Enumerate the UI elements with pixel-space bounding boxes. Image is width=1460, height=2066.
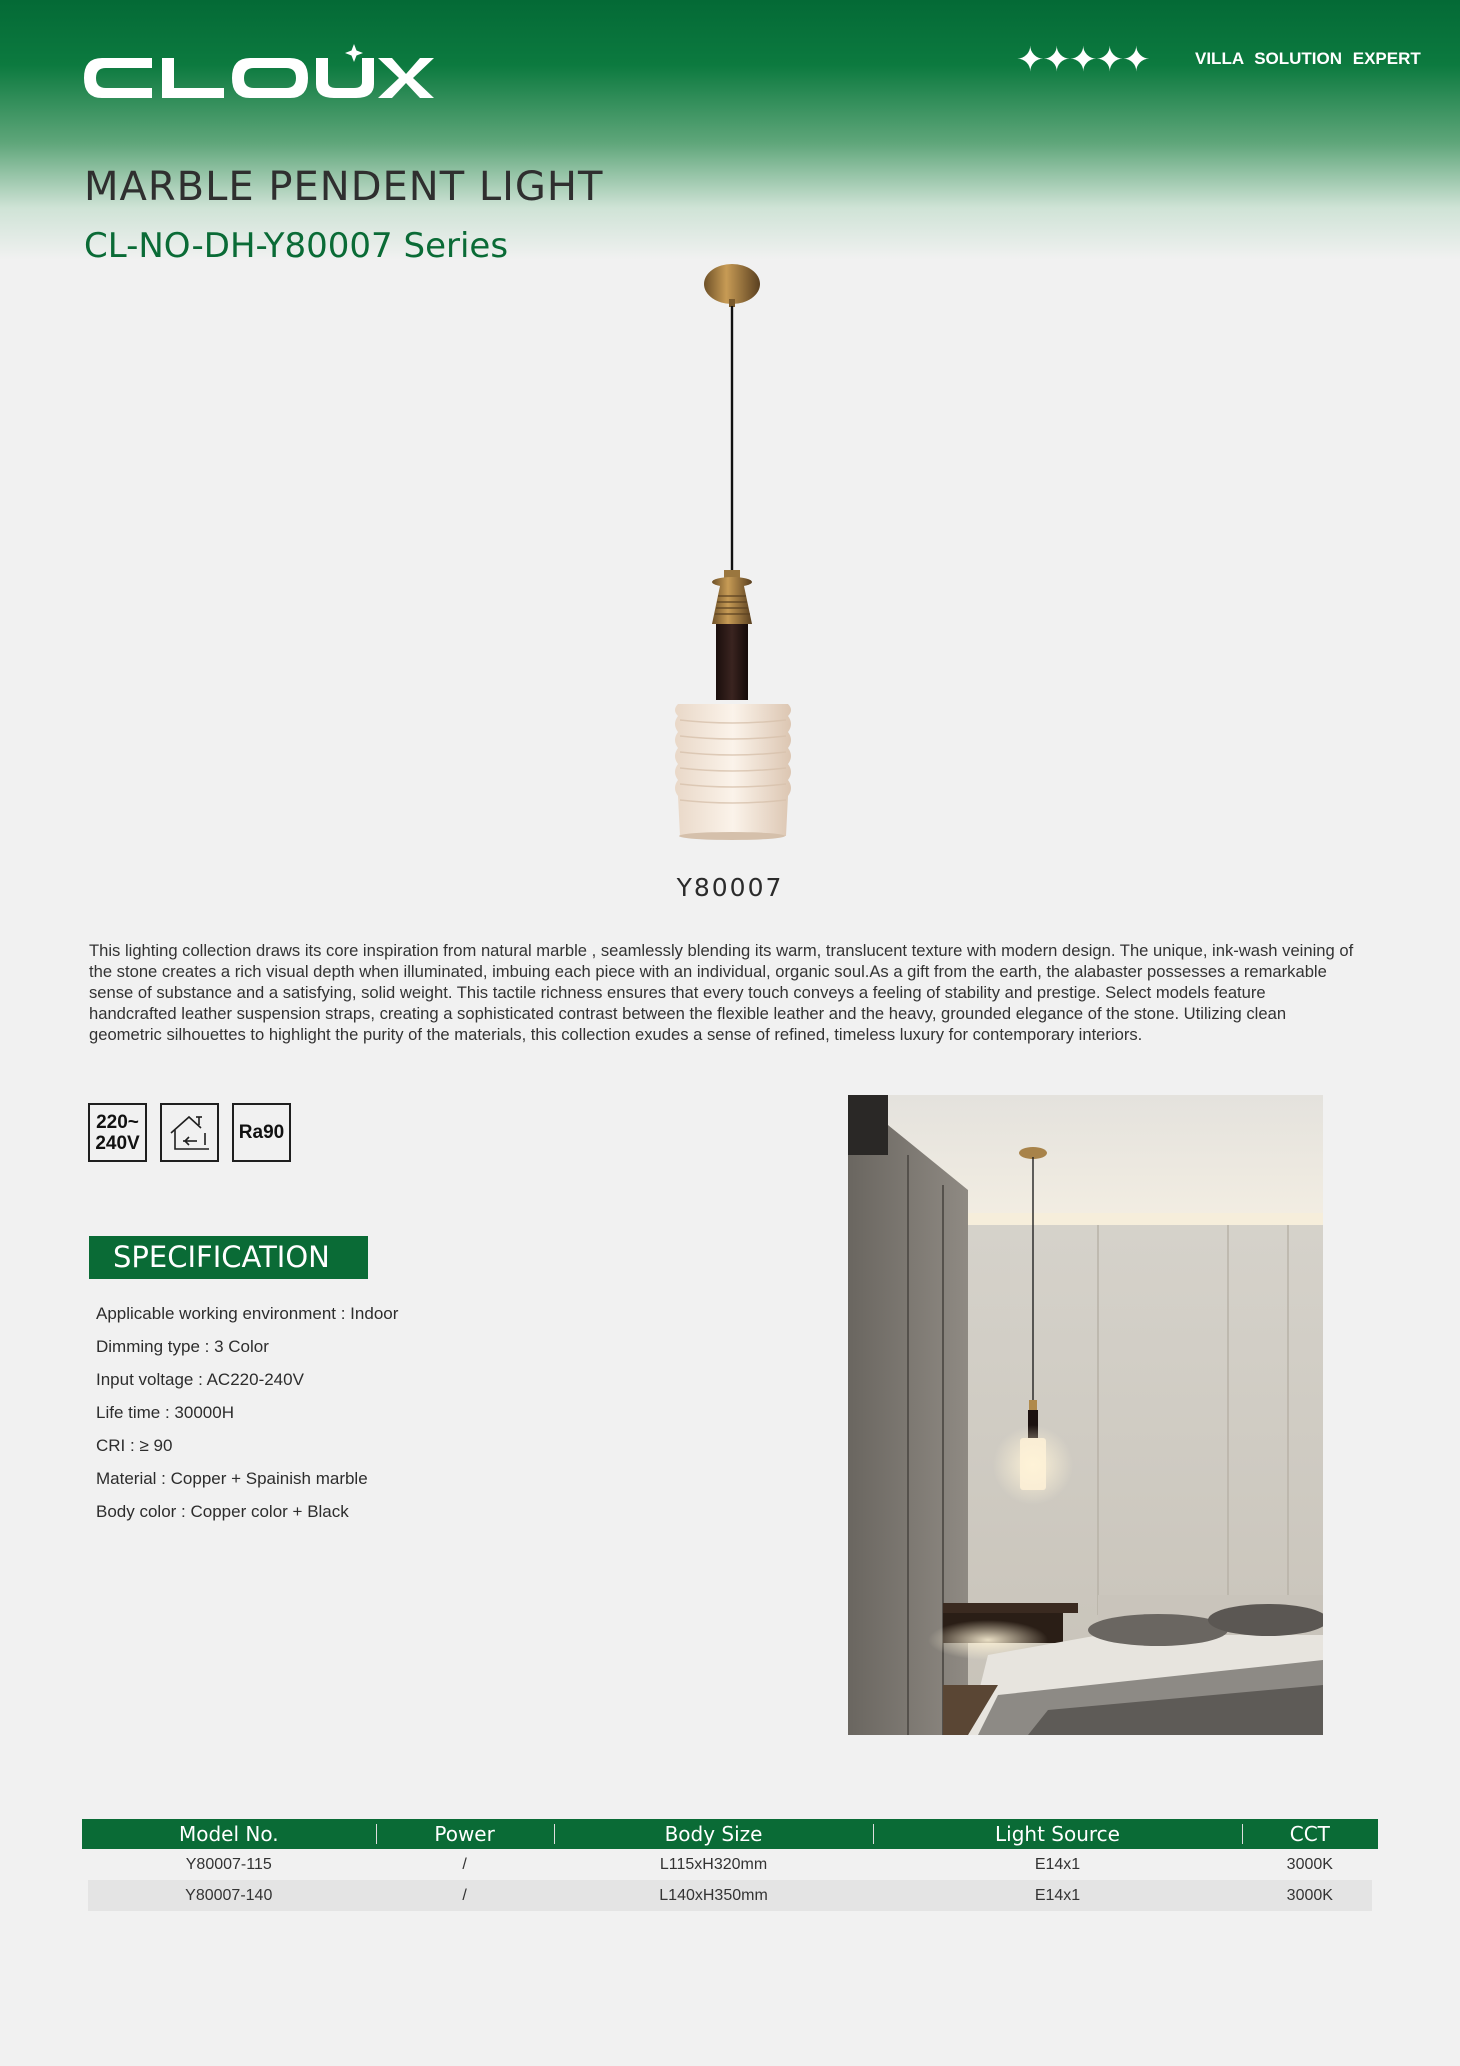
model-table [82, 1819, 1378, 1911]
cell-power: / [376, 1880, 554, 1911]
cell-body-size: L115xH320mm [659, 1855, 768, 1873]
cloux-logo [84, 44, 436, 102]
spec-voltage: Input voltage : AC220-240V [96, 1370, 304, 1389]
header-body-size: Body Size [554, 1819, 874, 1849]
voltage-line-2: 240V [95, 1132, 140, 1154]
voltage-line-1: 220~ [96, 1111, 139, 1133]
spec-material: Material : Copper + Spainish marble [96, 1469, 368, 1488]
bedroom-scene-photo [848, 1095, 1323, 1735]
voltage-badge [88, 1103, 147, 1162]
spec-lifetime: Life time : 30000H [96, 1403, 234, 1422]
product-title: MARBLE PENDENT LIGHT [84, 164, 604, 210]
pendant-light-image [640, 254, 820, 854]
cell-cct: 3000K [1286, 1855, 1333, 1873]
spec-cri: CRI : ≥ 90 [96, 1436, 173, 1455]
header-gradient [0, 0, 1460, 260]
header-cct: CCT [1242, 1819, 1378, 1849]
specification-heading: SPECIFICATION [89, 1236, 368, 1279]
brand-tagline: VILLA SOLUTION EXPERT [1195, 49, 1421, 68]
cell-body-size: L140xH350mm [554, 1880, 874, 1911]
table-row [82, 1849, 1378, 1880]
product-series: CL-NO-DH-Y80007 Series [84, 226, 509, 266]
product-description: This lighting collection draws its core inspiration from natural marble , seamlessly blending its warm, translucent texture with modern design. The unique, ink-wash veining of the stone creates a rich visual depth when illuminated, imbuing each piece with an individual, organic soul.As a gift from the earth, the alabaster possesses a remarkable sense of substance and a satisfying, solid weight. This tactile richness ensures that every touch conveys a feeling of stability and prestige. Select models feature handcrafted leather suspension straps, creating a sophisticated contrast between the flexible leather and the heavy, grounded elegance of the stone. Utilizing clean geometric silhouettes to highlight the purity of the materials, this collection exudes a sense of refined, timeless luxury for contemporary interiors. [89, 941, 1354, 1044]
cell-light-source: E14x1 [1034, 1855, 1081, 1873]
cell-light-source: E14x1 [873, 1880, 1241, 1911]
indoor-badge [160, 1103, 219, 1162]
cri-badge: Ra90 [232, 1103, 291, 1162]
header-power: Power [376, 1819, 554, 1849]
header-model-no: Model No. [82, 1819, 376, 1849]
indoor-house-icon [167, 1111, 213, 1155]
cell-power: / [462, 1855, 467, 1873]
rating-stars: ✦✦✦✦✦ [1016, 40, 1149, 80]
model-number: Y80007 [676, 873, 784, 902]
spec-body-color: Body color : Copper color + Black [96, 1502, 349, 1521]
cell-model-no: Y80007-115 [185, 1855, 272, 1873]
header-light-source: Light Source [873, 1819, 1241, 1849]
cell-model-no: Y80007-140 [82, 1880, 376, 1911]
cell-cct: 3000K [1242, 1880, 1378, 1911]
specification-list [96, 1302, 398, 1533]
spec-dimming: Dimming type : 3 Color [96, 1337, 269, 1356]
table-row [82, 1880, 1378, 1911]
table-header-row [82, 1819, 1378, 1849]
spec-environment: Applicable working environment : Indoor [96, 1304, 399, 1323]
feature-badges [88, 1103, 291, 1162]
